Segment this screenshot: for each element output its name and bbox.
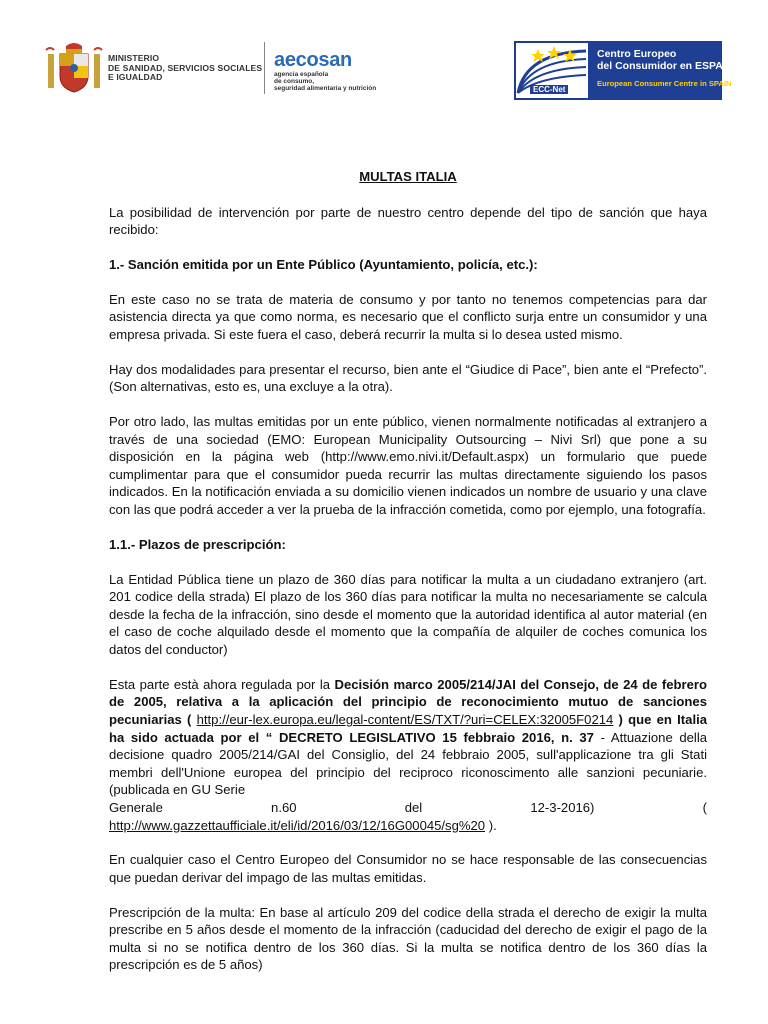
paragraph-1: En este caso no se trata de materia de consumo y por tanto no tenemos competencias para dar asistencia directa ya que como norma, es necesario que el conflicto surja entre un consumidor y una empresa privada. Si este fuera el caso, deberá recurrir la multa si lo desea usted mismo.: [109, 291, 707, 342]
paragraph-7: Prescripción de la multa: En base al artículo 209 del codice della strada el derecho de exigir la multa prescribe en 5 años desde el momento de la infracción (caducidad del derecho de exigir el pago de la multa si no se notifica dentro de los 360 días. Si la multa se notifica dentro de los 360 días la prescripción es de 5 años): [109, 904, 707, 973]
ministry-line: E IGUALDAD: [108, 72, 163, 83]
paragraph-4: La Entidad Pública tiene un plazo de 360 días para notificar la multa a un ciudadano extranjero (art. 201 codice della strada) El plazo de los 360 días para notificar la multa no necesariamente se calcula desde la fecha de la infracción, sino desde el momento que la autoridad identifica al autor material (en el caso de coche alquilado desde el momento que la compañía de alquiler de coches comunica los datos del conductor): [109, 571, 707, 657]
document-title: MULTAS ITALIA: [359, 169, 457, 184]
ministry-line: DE SANIDAD, SERVICIOS SOCIALES: [108, 62, 263, 73]
spain-coat-of-arms-icon: [44, 40, 104, 96]
ministry-name: [108, 54, 262, 83]
eur-lex-link[interactable]: http://eur-lex.europa.eu/legal-content/ES/TXT/?uri=CELEX:32005F0214: [196, 711, 614, 727]
gazzetta-link[interactable]: http://www.gazzettaufficiale.it/eli/id/2016/03/12/16G00045/sg%20: [109, 817, 486, 833]
document-body: [109, 168, 707, 991]
ecc-net-label: ECC-Net: [530, 85, 568, 94]
paragraph-5-spread-line: Generale n.60 del 12-3-2016) (: [109, 799, 707, 815]
decreto-legislativo-reference: ) que en Italia ha sido actuada por el “ DECRETO LEGISLATIVO 15 febbraio 2016, n. 37: [109, 711, 708, 745]
decision-marco-reference: Decisión marco 2005/214/JAI del Consejo, de 24 de febrero de 2005, relativa a la aplicación del principio de reconocimiento mutuo de sanciones pecuniarias: [109, 676, 707, 727]
aecosan-wordmark: aecosan: [274, 49, 352, 71]
header-left-logos: [44, 40, 384, 98]
aecosan-tagline: agencia española de consumo, seguridad alimentaria y nutrición: [274, 71, 377, 93]
aecosan-logo: [274, 50, 376, 93]
ecc-subtitle: European Consumer Centre in SPAIN: [597, 79, 732, 88]
paragraph-6: En cualquier caso el Centro Europeo del Consumidor no se hace responsable de las consecuencias que puedan derivar del impago de las multas emitidas.: [109, 852, 707, 885]
ecc-title-line2: del Consumidor en ESPAÑA: [597, 60, 738, 72]
paragraph-2: Hay dos modalidades para presentar el recurso, bien ante el “Giudice di Pace”, bien ante el “Prefecto”. (Son alternativas, esto es, una excluye a la otra).: [109, 361, 707, 395]
intro-paragraph: La posibilidad de intervención por parte de nuestro centro depende del tipo de sanción que haya recibido:: [109, 204, 707, 238]
ecc-emblem: [516, 43, 588, 98]
ecc-title-line1: Centro Europeo: [597, 48, 677, 60]
paragraph-3: Por otro lado, las multas emitidas por un ente público, vienen normalmente notificadas al extranjero a través de una sociedad (EMO: European Municipality Outsourcing – Nivi Srl) que pone a su disposición en la página web (http://www.emo.nivi.it/Default.aspx) un formulario que puede cumplimentar para que el consumidor pueda recurrir las multas directamente siguiendo los pasos indicados. En la notificación enviada a su domicilio vienen indicados un nombre de usuario y una clave con las que podrá acceder a ver la prueba de la infracción cometida, como por ejemplo, una fotografía.: [109, 414, 707, 518]
paragraph-5: Esta parte està ahora regulada por la Decisión marco 2005/214/JAI del Consejo, de 24 de febrero de 2005, relativa a la aplicación del principio de reconocimiento mutuo de sanciones pecuniarias ( http://eur-lex.europa.eu/legal-content/ES/TXT/?uri=CELEX:32005F0214 ) que en Italia ha sido actuada por el “ DECRETO LEGISLATIVO 15 febbraio 2016, n. 37 - Attuazione della decisione quadro 2005/214/GAI del Consiglio, del 24 febbraio 2005, sull'applicazione tra gli Stati membri dell'Unione europea del principio del reciproco riconoscimento alle sanzioni pecuniarie. (publicada en GU Serie: [109, 676, 708, 798]
ministry-line: MINISTERIO: [108, 53, 160, 63]
paragraph-5-tail: http://www.gazzettaufficiale.it/eli/id/2016/03/12/16G00045/sg%20 ).: [109, 817, 497, 833]
section-1-heading: 1.- Sanción emitida por un Ente Público (Ayuntamiento, policía, etc.):: [109, 256, 538, 272]
section-1-1-heading: 1.1.- Plazos de prescripción:: [109, 536, 286, 552]
ecc-logo: [514, 41, 738, 100]
header-divider: [264, 42, 265, 94]
